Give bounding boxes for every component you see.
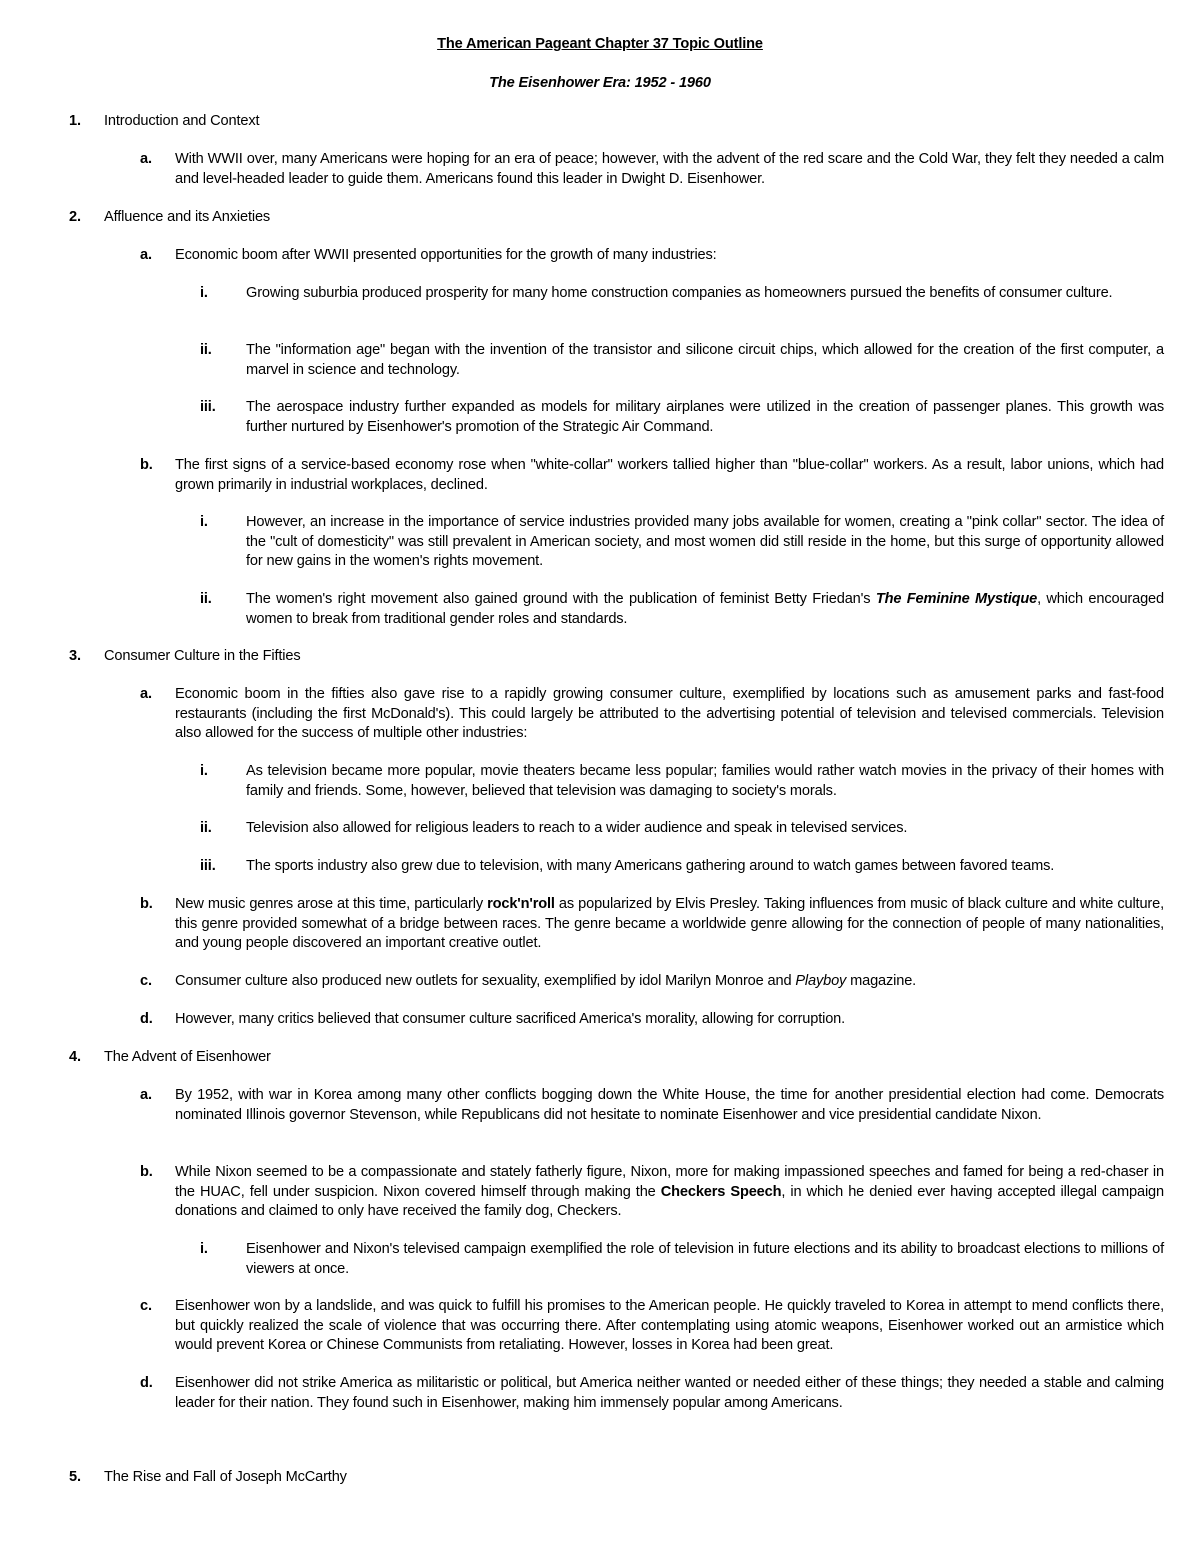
text-run: The women's right movement also gained ground with the publication of feminist Betty Friedan's — [246, 591, 876, 607]
section-number: 3. — [69, 648, 81, 664]
item-1a — [140, 150, 1164, 189]
item-marker: ii. — [200, 342, 212, 358]
section-title: Introduction and Context — [104, 113, 260, 129]
text-run: Consumer culture also produced new outlets for sexuality, exemplified by idol Marilyn Monroe and — [175, 973, 796, 989]
item-marker: i. — [200, 514, 208, 530]
section-3-heading — [69, 647, 1164, 667]
item-marker: b. — [140, 896, 153, 912]
item-text: By 1952, with war in Korea among many other conflicts bogging down the White House, the time for another presidential election had come. Democrats nominated Illinois governor Stevenson, while Republicans did not hesitate to nominate Eisenhower and vice presidential candidate Nixon. — [175, 1087, 1164, 1123]
document-title: The American Pageant Chapter 37 Topic Outline — [437, 36, 763, 52]
item-text: With WWII over, many Americans were hoping for an era of peace; however, with the advent of the red scare and the Cold War, they felt they needed a calm and level-headed leader to guide them. Americans found this leader in Dwight D. Eisenhower. — [175, 151, 1164, 187]
item-marker: a. — [140, 686, 152, 702]
section-title: Consumer Culture in the Fifties — [104, 648, 301, 664]
section-number: 4. — [69, 1049, 81, 1065]
item-text: Economic boom in the fifties also gave rise to a rapidly growing consumer culture, exemplified by locations such as amusement parks and fast-food restaurants (including the first McDonald's). This could largely be attributed to the advertising potential of television and televised commercials. Television also allowed for the success of multiple other industries: — [175, 686, 1164, 741]
item-4c — [140, 1297, 1164, 1356]
item-marker: b. — [140, 1164, 153, 1180]
item-marker: i. — [200, 763, 208, 779]
section-4-heading — [69, 1048, 1164, 1068]
item-3d — [140, 1010, 1164, 1030]
item-marker: d. — [140, 1011, 153, 1027]
magazine-title: Playboy — [795, 973, 847, 989]
item-text: As television became more popular, movie theaters became less popular; families would rather watch movies in the privacy of their homes with family and friends. Some, however, believed that television was damaging to society's morals. — [246, 763, 1164, 799]
item-marker: b. — [140, 457, 153, 473]
item-marker: ii. — [200, 591, 212, 607]
section-title: The Advent of Eisenhower — [104, 1049, 271, 1065]
item-4d — [140, 1374, 1164, 1413]
section-number: 5. — [69, 1469, 81, 1485]
item-2a-i — [200, 284, 1164, 304]
text-run: magazine. — [846, 973, 917, 989]
item-marker: ii. — [200, 820, 212, 836]
item-marker: a. — [140, 247, 152, 263]
item-text: Eisenhower did not strike America as militaristic or political, but America neither wanted or needed either of these things; they needed a stable and calming leader for their nation. They found such in Eisenhower, making him immensely popular among Americans. — [175, 1375, 1164, 1411]
item-marker: i. — [200, 285, 208, 301]
item-3b — [140, 895, 1164, 954]
book-title: The Feminine Mystique — [875, 591, 1038, 607]
speech-term: Checkers Speech — [660, 1183, 782, 1200]
item-marker: a. — [140, 1087, 152, 1103]
section-5-heading — [69, 1468, 1164, 1488]
section-title: The Rise and Fall of Joseph McCarthy — [104, 1469, 347, 1485]
item-text: Eisenhower won by a landslide, and was quick to fulfill his promises to the American people. He quickly traveled to Korea in attempt to mend conflicts there, but quickly realized the scale of violence that was occurring there. After contemplating using atomic weapons, Eisenhower worked out an armistice which would prevent Korea or Chinese Communists from retaliating. However, losses in Korea had been great. — [175, 1298, 1164, 1353]
item-marker: c. — [140, 973, 152, 989]
item-2a — [140, 246, 1164, 266]
item-marker: a. — [140, 151, 152, 167]
item-3a-i — [200, 762, 1164, 801]
item-text — [175, 895, 1164, 954]
item-marker: i. — [200, 1241, 208, 1257]
text-run: , which encouraged women to break from traditional gender roles and standards. — [246, 591, 1164, 627]
item-text — [175, 1163, 1164, 1222]
item-marker: iii. — [200, 858, 216, 874]
item-3a-iii — [200, 857, 1164, 877]
genre-term: rock'n'roll — [487, 896, 555, 912]
item-marker: c. — [140, 1298, 152, 1314]
document-subtitle: The Eisenhower Era: 1952 - 1960 — [489, 75, 711, 91]
item-text: Television also allowed for religious leaders to reach to a wider audience and speak in televised services. — [246, 820, 908, 836]
section-2-heading — [69, 208, 1164, 228]
item-text: The sports industry also grew due to television, with many Americans gathering around to watch games between favored teams. — [246, 858, 1055, 874]
text-run: , in which he denied ever having accepted illegal campaign donations and claimed to only have received the family dog, Checkers. — [175, 1183, 1164, 1219]
item-text: However, an increase in the importance of service industries provided many jobs available for women, creating a "pink collar" sector. The idea of the "cult of domesticity" was still prevalent in American society, and most women did still reside in the home, but this surge of opportunity allowed for new gains in the women's rights movement. — [246, 514, 1164, 569]
item-4b-i — [200, 1240, 1164, 1279]
item-3a-ii — [200, 819, 1164, 839]
item-text: Economic boom after WWII presented opportunities for the growth of many industries: — [175, 247, 717, 263]
item-2a-ii — [200, 341, 1164, 380]
section-number: 2. — [69, 209, 81, 225]
item-2b-i — [200, 513, 1164, 572]
item-text: Eisenhower and Nixon's televised campaign exemplified the role of television in future elections and its ability to broadcast elections to millions of viewers at once. — [246, 1241, 1164, 1277]
section-number: 1. — [69, 113, 81, 129]
section-1-heading — [69, 112, 1164, 132]
item-3c — [140, 972, 1164, 992]
item-text — [175, 972, 1164, 992]
item-text: Growing suburbia produced prosperity for many home construction companies as homeowners pursued the benefits of consumer culture. — [246, 285, 1113, 301]
item-4a — [140, 1086, 1164, 1125]
item-marker: iii. — [200, 399, 216, 415]
item-2b-ii — [200, 590, 1164, 629]
section-title: Affluence and its Anxieties — [104, 209, 271, 225]
text-run: as popularized by Elvis Presley. Taking influences from music of black culture and white culture, this genre provided somewhat of a bridge between races. The genre became a worldwide genre allowing for the connection of people of many nationalities, and young people discovered an important creative outlet. — [175, 896, 1164, 951]
item-3a — [140, 685, 1164, 744]
item-marker: d. — [140, 1375, 153, 1391]
item-2b — [140, 456, 1164, 495]
item-text: The first signs of a service-based economy rose when "white-collar" workers tallied higher than "blue-collar" workers. As a result, labor unions, which had grown primarily in industrial workplaces, declined. — [175, 457, 1164, 493]
text-run: New music genres arose at this time, particularly — [175, 896, 488, 912]
item-text: The aerospace industry further expanded as models for military airplanes were utilized in the creation of passenger planes. This growth was further nurtured by Eisenhower's promotion of the Strategic Air Command. — [246, 399, 1164, 435]
item-4b — [140, 1163, 1164, 1222]
item-text: The "information age" began with the invention of the transistor and silicone circuit chips, which allowed for the creation of the first computer, a marvel in science and technology. — [246, 342, 1164, 378]
item-text: However, many critics believed that consumer culture sacrificed America's morality, allowing for corruption. — [175, 1011, 846, 1027]
item-2a-iii — [200, 398, 1164, 437]
item-text — [246, 590, 1164, 629]
text-run: While Nixon seemed to be a compassionate and stately fatherly figure, Nixon, more for making impassioned speeches and famed for being a red-chaser in the HUAC, fell under suspicion. Nixon covered himself through making the — [175, 1164, 1164, 1200]
